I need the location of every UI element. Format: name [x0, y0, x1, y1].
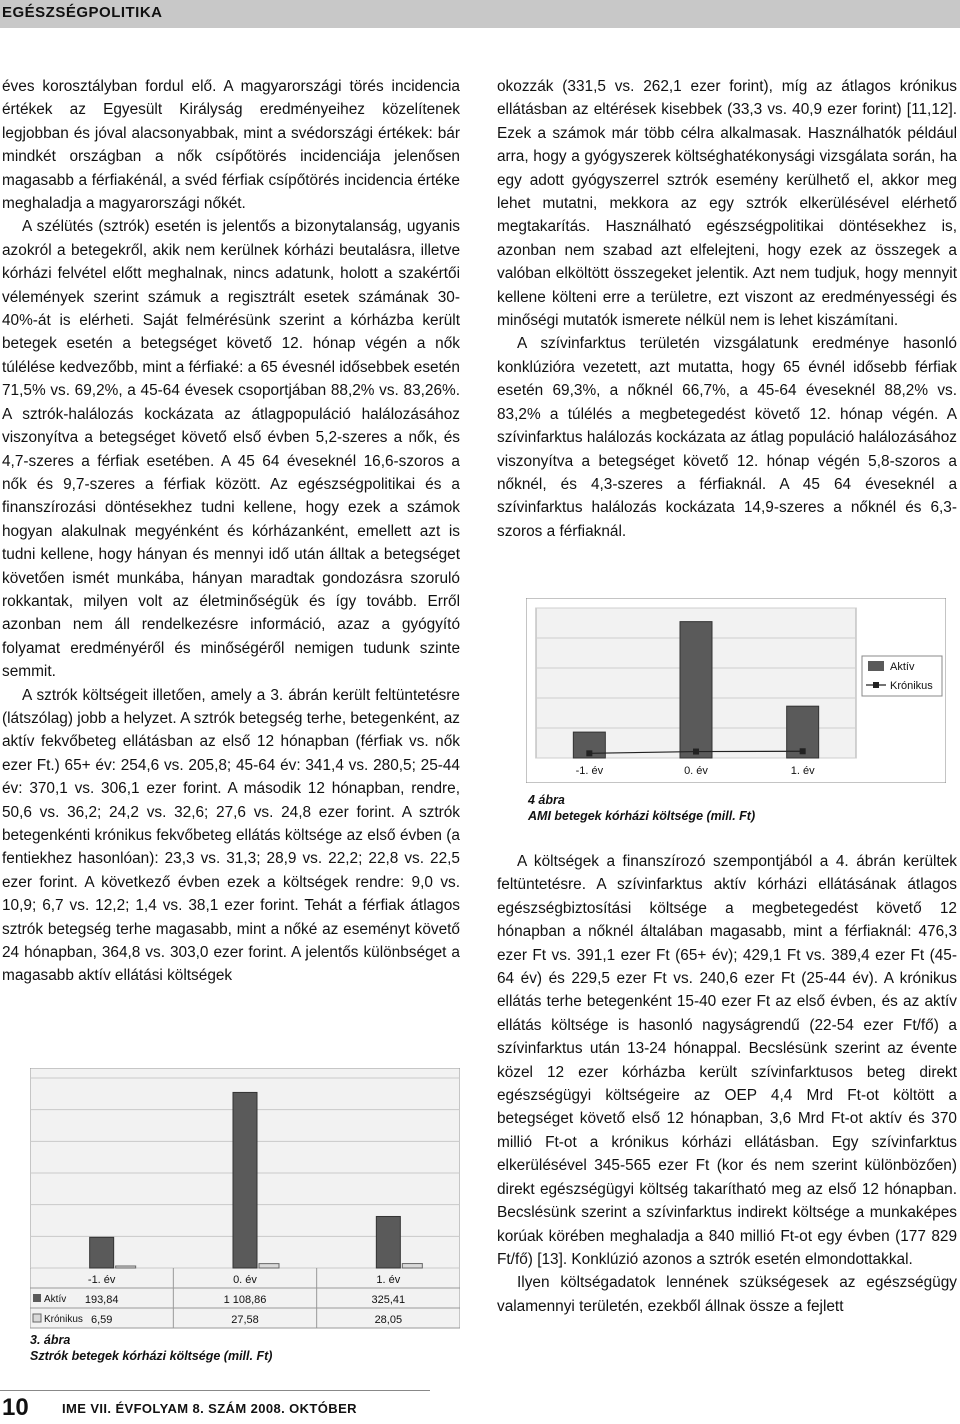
marker-kronikus	[586, 750, 592, 756]
figure-4-chart	[526, 598, 946, 783]
legend-label-kronikus: Krónikus	[44, 1314, 83, 1325]
figure-3-chart	[30, 1068, 460, 1368]
category-label: 1. év	[376, 1274, 401, 1286]
bar-kronikus	[116, 1266, 136, 1268]
value-label: 193,84	[84, 1294, 119, 1306]
page-footer	[0, 1390, 960, 1424]
section-header	[0, 0, 960, 28]
figure-4-title: AMI betegek kórházi költsége (mill. Ft)	[528, 809, 756, 823]
bar-aktiv	[233, 1092, 257, 1268]
bar-kronikus	[402, 1264, 422, 1268]
category-label: -1. év	[575, 765, 604, 777]
legend-swatch-aktiv	[33, 1294, 41, 1302]
right-column-bottom	[497, 850, 957, 1318]
legend-label-kronikus: Krónikus	[890, 680, 933, 692]
figure-4-caption	[528, 792, 755, 824]
category-label: 1. év	[790, 765, 815, 777]
journal-info: IME VII. ÉVFOLYAM 8. SZÁM 2008. OKTÓBER	[62, 1401, 357, 1416]
value-label: 27,58	[231, 1314, 259, 1326]
legend-label-aktiv: Aktív	[890, 661, 915, 673]
figure-3-title: Sztrók betegek kórházi költsége (mill. Ft)	[30, 1349, 273, 1363]
marker-kronikus	[693, 749, 699, 755]
right-column-top	[497, 75, 957, 543]
legend-label-aktiv: Aktív	[44, 1294, 67, 1305]
bar-kronikus	[259, 1264, 279, 1268]
paragraph: A költségek a finanszírozó szempontjából a 4. ábrán kerültek feltüntetésre. A szívinfarktus aktív kórházi ellátásának átlagos egészségbiztosítási költsége a megbetegedést követő 12 hónapban a nőknél általában magasabb, mint a férfiaknál: 476,3 ezer Ft vs. 391,1 ezer Ft (65+ év); 429,1 Ft vs. 389,4 ezer Ft (45-64 év) és 229,5 ezer Ft vs. 240,6 ezer Ft (25-44 év). A krónikus ellátás terhe betegenként 15-40 ezer Ft az első évben, és az aktív ellátás költsége is hasonló nagyságrendű (22-54 ezer Ft/fő) a szívinfarktus után 13-24 hónappal. Becslésünk szerint az évente közel 12 ezer kórházba került szívinfarktusos beteg direkt egészségügyi költségeire az OEP 4,4 Mrd Ft-ot költött a betegséget követő első 12 hónapban, 3,6 Mrd Ft-ot aktív és 370 millió Ft-ot a krónikus kórházi ellátásban. Egy szívinfarktus elkerülésével 345-565 ezer Ft (kor és nem szerint különbözően) direkt egészségügyi költség takarítható meg az első 12 hónapban. Becslésünk szerint a szívinfarktus indirekt költsége a munkaképes korúak körében meghaladja a 840 millió Ft-ot egy évben (177 829 Ft/fő) [13]. Konklúzió azonos a sztrók esetén elmondottakkal.	[497, 853, 957, 1268]
paragraph: A szélütés (sztrók) esetén is jelentős a bizonytalanság, ugyanis azokról a betegekről, akik nem kerülnek kórházi beutalásra, illetve kórházi felvétel előtt meghalnak, nincs adatunk, holott a szakértői vélemények szerint számuk a regisztrált esetek számának 30-40%-át is elérheti. Saját felmérésünk szerint a kórházba került betegek esetén a betegséget követő 12. hónap végén a nők túlélése kedvezőbb, mint a férfiaké: a 65 évesnél idősebbek esetén 71,5% vs. 69,2%, a 45-64 évesek csoportjában 88,2% vs. 83,26%. A sztrók-halálozás kockázata az átlagpopuláció halálozásához viszonyítva a betegséget követő első évben 5,2-szeres a nők, és 4,7-szeres a férfiak esetében. A 45 64 éveseknél 16,6-szoros a nők és 9,7-szeres a férfiak között. Az egészségpolitikai és a finanszírozási döntésekhez tudni kellene, hogy ezek a számok hogyan alakulnak megyénként és kórházanként, emellett azt is tudni kellene, hogy hányan és mennyi idő után álltak a betegséget követően ismét munkába, hányan maradtak gondozásra szoruló rokkantak, milyen volt az életminőségük és így tovább. Erről azonban nem áll rendelkezésre információ, azaz a gyógyító folyamat eredményéről és minőségéről nemigen tudunk szinte semmit.	[2, 218, 460, 681]
bar-aktiv	[680, 622, 712, 758]
category-label: 0. év	[684, 765, 708, 777]
paragraph: A sztrók költségeit illetően, amely a 3. ábrán került feltüntetésre (látszólag) jobb a helyzet. A sztrók betegség terhe, betegenként, az aktív fekvőbeteg ellátásban az első 12 hónapban (férfiak vs. nők ezer Ft.) 65+ év: 254,6 vs. 205,8; 45-64 év: 341,4 vs. 280,5; 25-44 év: 370,1 vs. 306,1 ezer forint. A második 12 hónapban, rendre, 50,6 vs. 36,2; 24,2 vs. 32,6; 27,6 vs. 24,8 ezer forint. A sztrók betegenkénti krónikus fekvőbeteg ellátás költsége az első évben (a fentiekhez hasonlóan): 23,3 vs. 31,3; 28,9 vs. 22,2; 22,8 vs. 22,5 ezer forint. A következő évben ezek a költségek rendre: 9,0 vs. 10,9; 6,7 vs. 12,2; 1,4 vs. 38,1 ezer forint. Tehát a férfiak átlagos sztrók betegség terhe magasabb, mint a nőké az eseményt követő 24 hónapban, 364,8 vs. 303,0 ezer forint. A jelentős különbséget a magasabb aktív ellátási költségek	[2, 686, 460, 985]
legend-marker-kronikus	[873, 682, 879, 688]
paragraph: A szívinfarktus területén vizsgálatunk eredménye hasonló konklúzióra vezetett, azt mutatta, hogy 65 évnél idősebb férfiak esetén 69,3%, a nőknél 66,7%, a 45-64 éveseknél 88,2% vs. 83,2% a túlélés a megbetegedést követő 12. hónap végén. A szívinfarktus halálozás kockázata az átlag populáció halálozásához viszonyítva a betegséget követő 12. hónap végén 5,8-szoros a nőknél, és 4,3-szeres a férfiaknál. A 45 64 éveseknél a szívinfarktus halálozás kockázata 14,9-szeres a nőknél és 6,3-szoros a férfiaknál.	[497, 335, 957, 540]
page-number: 10	[2, 1394, 29, 1421]
bar-aktiv	[90, 1237, 114, 1268]
paragraph: éves korosztályban fordul elő. A magyarországi törés incidencia értékek az Egyesült Királyság eredményeihez közelítenek legjobban és jóval alacsonyabbak, mint a svédországi értékek: bár mindkét országban a nők csípőtörés incidenciája jelenősen magasabb a férfiakénál, a svéd férfiak csípőtörés incidencia értéke meghaladja a magyarországi nőkét.	[2, 78, 460, 213]
category-label: -1. év	[87, 1274, 116, 1286]
left-column	[2, 75, 460, 988]
value-label: 6,59	[90, 1314, 113, 1326]
paragraph: Ilyen költségadatok lennének szükségesek az egészségügy valamennyi területén, ezekből állnak össze a fejlett	[497, 1274, 957, 1315]
bar-aktiv	[376, 1216, 400, 1268]
section-title: EGÉSZSÉGPOLITIKA	[2, 4, 163, 21]
marker-kronikus	[800, 748, 806, 754]
footer-rule	[0, 1390, 430, 1391]
legend-swatch-kronikus	[33, 1314, 41, 1322]
figure-4-label: 4 ábra	[528, 793, 565, 807]
figure-3-label: 3. ábra	[30, 1333, 71, 1347]
category-label: 0. év	[233, 1274, 257, 1286]
value-label: 1 108,86	[223, 1294, 267, 1306]
value-label: 28,05	[374, 1314, 403, 1326]
paragraph: okozzák (331,5 vs. 262,1 ezer forint), míg az átlagos krónikus ellátásban az eltérések kisebbek (33,3 vs. 40,9 ezer forint) [11,12]. Ezek a számok már több célra alkalmasak. Használhatók például arra, hogy a gyógyszerek költséghatékonysági vizsgálata során, ha egy adott gyógyszerrel sztrók esemény kerülhető el, akkor meg lehet mutatni, mekkora az egy sztrók elkerülésével elérhető megtakarítás. Használható egészségpolitikai döntésekhez is, azonban nem szabad azt elfelejteni, hogy ezek az összegek a valóban elköltött összegeket jelentik. Azt nem tudjuk, hogy mennyit kellene költeni erre a területre, ezt viszont az eredményességi és minőségi mutatók ismerete nélkül nem is lehet kiszámítani.	[497, 78, 957, 330]
legend-swatch-aktiv	[868, 661, 884, 671]
figure-3-caption	[30, 1332, 272, 1364]
value-label: 325,41	[371, 1294, 406, 1306]
